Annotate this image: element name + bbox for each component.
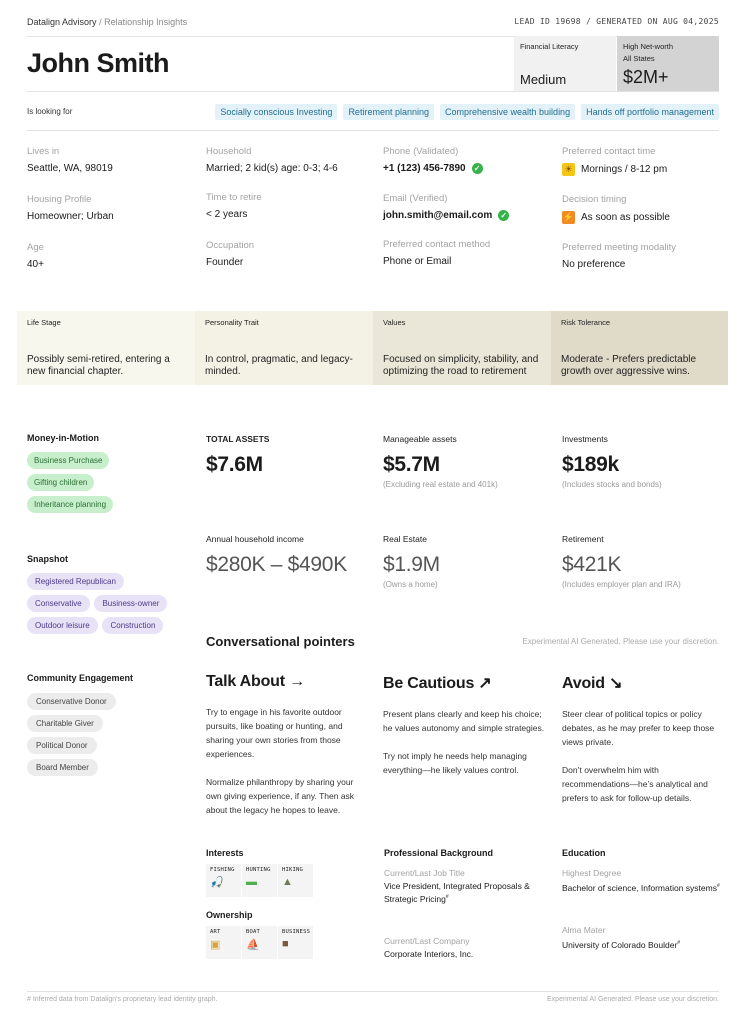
community-pill: Political Donor [27, 737, 97, 754]
goal-chip: Comprehensive wealth building [440, 104, 575, 120]
decision-timing-value: As soon as possible [581, 212, 670, 223]
email-label: Email (Verified) [383, 193, 448, 204]
trait-label: Life Stage [27, 318, 61, 327]
household-label: Household [206, 146, 252, 157]
contact-method-label: Preferred contact method [383, 239, 491, 250]
footer-divider [27, 991, 719, 992]
manageable-assets-label: Manageable assets [383, 434, 457, 444]
looking-for-label: Is looking for [27, 107, 73, 116]
be-cautious-text: Try not imply he needs help managing everything—he likely values control. [383, 751, 527, 775]
time-to-retire-field [206, 192, 262, 220]
footnote-mark: # [677, 939, 681, 946]
real-estate-value: $1.9M [383, 553, 440, 576]
talk-about-column [206, 673, 368, 817]
manageable-assets [383, 434, 498, 489]
meeting-modality-field [562, 242, 676, 270]
net-worth-value: $2M+ [623, 67, 669, 87]
goal-chip: Hands off portfolio management [581, 104, 719, 120]
contact-time-field [562, 146, 667, 176]
trait-value: Possibly semi-retired, entering a new financial chapter. [27, 354, 170, 377]
school-value: University of Colorado Boulder [562, 939, 678, 950]
breadcrumb: Datalign Advisory / Relationship Insights [27, 17, 188, 27]
tile-label: BUSINESS [282, 929, 311, 935]
money-in-motion-title: Money-in-Motion [27, 433, 99, 443]
company-value: Corporate Interiors, Inc. [384, 948, 474, 959]
real-estate [383, 534, 440, 589]
ownership-tile-boat [242, 926, 277, 959]
household-income-label: Annual household income [206, 534, 304, 544]
ownership-tile-art [206, 926, 241, 959]
lightning-icon: ⚡ [562, 212, 575, 222]
housing-value: Homeowner; Urban [27, 211, 114, 222]
looking-for-chips [215, 104, 719, 120]
money-pill: Gifting children [27, 474, 94, 491]
occupation-label: Occupation [206, 240, 255, 251]
age-label: Age [27, 242, 44, 253]
footnote-mark: # [716, 883, 720, 889]
be-cautious-column [383, 673, 545, 777]
snapshot-pill: Registered Republican [27, 573, 124, 590]
tile-label: ART [210, 929, 221, 935]
briefcase-icon: ■ [282, 938, 289, 950]
money-pill: Business Purchase [27, 452, 109, 469]
art-icon: ▣ [210, 939, 221, 951]
snapshot-pill: Outdoor leisure [27, 617, 98, 634]
household-income [206, 534, 347, 577]
snapshot [27, 554, 199, 634]
snapshot-title: Snapshot [27, 554, 69, 564]
retirement [562, 534, 681, 589]
interests [206, 848, 313, 897]
job-title-label: Current/Last Job Title [384, 868, 465, 878]
fishing-icon: 🎣 [210, 877, 224, 889]
conversation-disclaimer: Experimental AI Generated. Please use your discretion. [522, 637, 719, 646]
phone-field [383, 146, 483, 174]
snapshot-pill: Construction [102, 617, 163, 634]
verified-check-icon: ✓ [498, 210, 509, 221]
talk-about-text: Try to engage in his favorite outdoor pursuits, like boating or hunting, and sharing your own stories from those experiences. [206, 707, 343, 759]
sunrise-icon: ☀ [562, 163, 575, 176]
school-label: Alma Mater [562, 924, 606, 935]
interests-title: Interests [206, 848, 244, 858]
company-label: Current/Last Company [384, 935, 470, 946]
lead-name: John Smith [27, 48, 169, 78]
retirement-sub: (Includes employer plan and IRA) [562, 580, 681, 589]
investments-label: Investments [562, 434, 608, 444]
trait-life-stage [17, 311, 195, 385]
goal-chip: Socially conscious Investing [215, 104, 337, 120]
age-value: 40+ [27, 259, 44, 270]
tile-label: HUNTING [246, 867, 271, 873]
phone-value[interactable]: +1 (123) 456-7890 [383, 163, 466, 174]
money-in-motion [27, 433, 197, 513]
lives-in-label: Lives in [27, 146, 60, 157]
education-title: Education [562, 848, 606, 858]
trait-risk-tolerance [551, 311, 728, 385]
housing-field [27, 194, 114, 222]
ownership-title: Ownership [206, 910, 253, 920]
email-field [383, 193, 509, 221]
net-worth-sub: All States [623, 54, 655, 63]
investments [562, 434, 662, 489]
financial-literacy-label: Financial Literacy [520, 42, 579, 51]
community-title: Community Engagement [27, 673, 134, 683]
talk-about-text: Normalize philanthropy by sharing your own giving experience, if any. Then ask about the legacy he hopes to leave. [206, 777, 355, 815]
occupation-field [206, 240, 254, 268]
real-estate-label: Real Estate [383, 534, 427, 544]
decision-timing-field [562, 194, 670, 224]
hunting-icon: ▬ [246, 876, 257, 888]
retirement-value: $421K [562, 553, 622, 576]
arrow-up-right-icon: ↗ [478, 675, 492, 692]
housing-label: Housing Profile [27, 194, 92, 205]
time-to-retire-value: < 2 years [206, 209, 248, 220]
retirement-label: Retirement [562, 534, 604, 544]
trait-personality [195, 311, 373, 385]
interest-tile-hunting [242, 864, 277, 897]
job-title-value: Vice President, Integrated Proposals & Strategic Pricing [384, 881, 530, 904]
brand-name: Datalign Advisory [27, 17, 97, 27]
tile-label: FISHING [210, 867, 235, 873]
avoid-text: Steer clear of political topics or policy debates, as he may prefer to keep those views private. [562, 709, 715, 747]
community-pill: Board Member [27, 759, 98, 776]
trait-label: Personality Trait [205, 318, 259, 327]
occupation-value: Founder [206, 257, 244, 268]
lead-meta: LEAD ID 19698 / GENERATED ON AUG 04,2025 [514, 17, 719, 26]
talk-about-title: Talk About [206, 673, 285, 690]
education [562, 848, 722, 951]
phone-label: Phone (Validated) [383, 146, 459, 157]
ownership [206, 910, 313, 959]
community-engagement [27, 673, 197, 776]
net-worth-label: High Net-worth [623, 42, 674, 51]
arrow-down-right-icon: ↘ [609, 675, 623, 692]
household-field [206, 146, 338, 174]
snapshot-pill: Business-owner [94, 595, 167, 612]
tile-label: HIKING [282, 867, 304, 873]
footer-note: # Inferred data from Datalign's proprietary lead identity graph. [27, 996, 218, 1003]
be-cautious-text: Present plans clearly and keep his choice; he values autonomy and simple strategies. [383, 709, 545, 733]
trait-label: Risk Tolerance [561, 318, 611, 327]
mountain-icon: ▲ [282, 876, 293, 888]
tile-label: BOAT [246, 929, 261, 935]
trait-label: Values [383, 318, 406, 327]
meeting-modality-value: No preference [562, 259, 626, 270]
manageable-assets-value: $5.7M [383, 453, 440, 476]
verified-check-icon: ✓ [472, 163, 483, 174]
trait-values [373, 311, 551, 385]
trait-value: Focused on simplicity, stability, and optimizing the road to retirement [383, 354, 539, 377]
lives-in-value: Seattle, WA, 98019 [27, 163, 113, 174]
be-cautious-title: Be Cautious [383, 675, 475, 692]
goal-chip: Retirement planning [343, 104, 434, 120]
footer-disclaimer: Experimental AI Generated. Please use your discretion. [547, 996, 719, 1003]
total-assets-label: TOTAL ASSETS [206, 434, 270, 444]
degree-value: Bachelor of science, Information systems [562, 882, 717, 893]
lives-in-field [27, 146, 113, 174]
name-divider [27, 91, 719, 92]
trait-value: Moderate - Prefers predictable growth over aggressive wins. [561, 354, 697, 377]
trait-value: In control, pragmatic, and legacy-minded. [205, 354, 353, 377]
financial-literacy-value: Medium [520, 72, 567, 87]
investments-value: $189k [562, 453, 619, 476]
interest-tile-fishing [206, 864, 241, 897]
real-estate-sub: (Owns a home) [383, 580, 438, 589]
community-pill: Conservative Donor [27, 693, 116, 710]
email-value[interactable]: john.smith@email.com [383, 210, 493, 221]
avoid-column [562, 673, 722, 805]
contact-time-label: Preferred contact time [562, 146, 656, 157]
interest-tile-hiking [278, 864, 313, 897]
investments-sub: (Includes stocks and bonds) [562, 480, 662, 489]
money-pill: Inheritance planning [27, 496, 113, 513]
time-to-retire-label: Time to retire [206, 192, 262, 203]
meeting-modality-label: Preferred meeting modality [562, 242, 677, 253]
manageable-assets-sub: (Excluding real estate and 401k) [383, 480, 498, 489]
total-assets [206, 434, 269, 477]
community-pill: Charitable Giver [27, 715, 103, 732]
professional-title: Professional Background [384, 848, 494, 858]
snapshot-pill: Conservative [27, 595, 90, 612]
arrow-right-icon: → [289, 673, 305, 690]
financial-literacy-box [514, 36, 616, 91]
professional-background [384, 848, 544, 960]
age-field [27, 242, 44, 270]
household-income-value: $280K – $490K [206, 553, 347, 576]
contact-method-value: Phone or Email [383, 256, 452, 267]
avoid-title: Avoid [562, 675, 605, 692]
avoid-text: Don’t overwhelm him with recommendations—he’s analytical and prefers to ask for follow-up details. [562, 765, 708, 803]
conversation-title: Conversational pointers [206, 634, 355, 649]
looking-for-divider [27, 130, 719, 131]
decision-timing-label: Decision timing [562, 194, 627, 205]
footnote-mark: # [445, 894, 449, 900]
section-name: Relationship Insights [104, 17, 188, 27]
contact-time-value: Mornings / 8-12 pm [581, 164, 668, 175]
ownership-tile-business [278, 926, 313, 959]
degree-label: Highest Degree [562, 868, 622, 878]
contact-method-field [383, 239, 490, 267]
household-value: Married; 2 kid(s) age: 0-3; 4-6 [206, 163, 338, 174]
total-assets-value: $7.6M [206, 453, 263, 476]
boat-icon: ⛵ [246, 939, 260, 951]
net-worth-box [617, 36, 719, 91]
